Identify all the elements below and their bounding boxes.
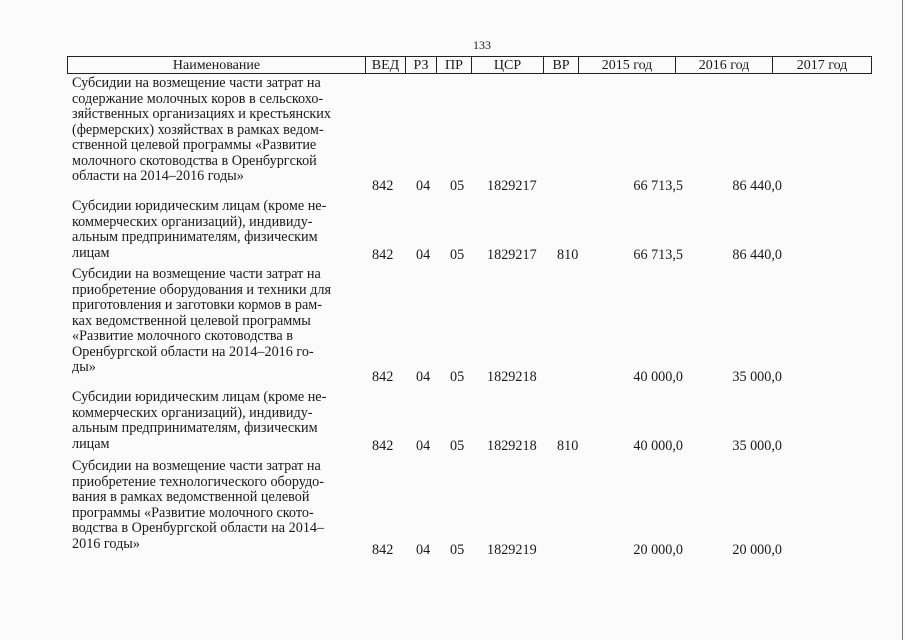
row-4-rz: 04: [416, 438, 431, 454]
row-1-pr: 05: [450, 178, 465, 194]
row-2-2015: 66 713,5: [633, 247, 683, 263]
header-name: Наименование: [68, 57, 366, 74]
row-2-name: Субсидии юридическим лицам (кроме не- коммерческих организаций), индивиду- альным предпринимателям, физическим лицам: [72, 198, 327, 261]
row-4-pr: 05: [450, 438, 465, 454]
header-vr: ВР: [544, 57, 579, 74]
header-ved: ВЕД: [366, 57, 406, 74]
row-4-name: Субсидии юридическим лицам (кроме не- коммерческих организаций), индивиду- альным предпринимателям, физическим лицам: [72, 389, 327, 452]
row-1-ved: 842: [372, 178, 394, 194]
page-number: 133: [473, 38, 491, 52]
row-3-csr: 1829218: [487, 369, 537, 385]
header-2016: 2016 год: [676, 57, 773, 74]
row-4-vr: 810: [557, 438, 579, 454]
header-pr: ПР: [437, 57, 472, 74]
page-edge-line: [902, 0, 903, 640]
row-4-ved: 842: [372, 438, 394, 454]
row-2-pr: 05: [450, 247, 465, 263]
row-2-ved: 842: [372, 247, 394, 263]
row-4-2016: 35 000,0: [732, 438, 782, 454]
table-header: [67, 56, 872, 74]
row-2-csr: 1829217: [487, 247, 537, 263]
row-1-2015: 66 713,5: [633, 178, 683, 194]
row-3-2016: 35 000,0: [732, 369, 782, 385]
header-2015: 2015 год: [579, 57, 676, 74]
row-3-ved: 842: [372, 369, 394, 385]
row-4-csr: 1829218: [487, 438, 537, 454]
row-5-2016: 20 000,0: [732, 542, 782, 558]
row-1-csr: 1829217: [487, 178, 537, 194]
row-2-vr: 810: [557, 247, 579, 263]
row-2-rz: 04: [416, 247, 431, 263]
row-5-2015: 20 000,0: [633, 542, 683, 558]
row-1-2016: 86 440,0: [732, 178, 782, 194]
header-csr: ЦСР: [472, 57, 544, 74]
row-2-2016: 86 440,0: [732, 247, 782, 263]
row-5-rz: 04: [416, 542, 431, 558]
row-5-name: Субсидии на возмещение части затрат на приобретение технологического оборудо- вания в рамках ведомственной целевой программы «Развитие молочного ското- водства в Оренбургской области на 2014– 2016 годы»: [72, 458, 325, 552]
row-1-name: Субсидии на возмещение части затрат на содержание молочных коров в сельскохо- зяйственных организациях и крестьянских (фермерских) хозяйствах в рамках ведом- ственной целевой программы «Развитие молочного скотоводства в Оренбургской области на 2014–2016 годы»: [72, 75, 331, 184]
row-3-pr: 05: [450, 369, 465, 385]
row-4-2015: 40 000,0: [633, 438, 683, 454]
row-5-csr: 1829219: [487, 542, 537, 558]
row-1-rz: 04: [416, 178, 431, 194]
header-2017: 2017 год: [773, 57, 872, 74]
row-3-rz: 04: [416, 369, 431, 385]
row-3-2015: 40 000,0: [633, 369, 683, 385]
row-5-pr: 05: [450, 542, 465, 558]
row-5-ved: 842: [372, 542, 394, 558]
row-3-name: Субсидии на возмещение части затрат на приобретение оборудования и техники для приготовления и заготовки кормов в рам- ках ведомственной целевой программы «Развитие молочного скотоводства в Оренбургской области на 2014–2016 го- ды»: [72, 266, 331, 375]
header-rz: РЗ: [406, 57, 437, 74]
